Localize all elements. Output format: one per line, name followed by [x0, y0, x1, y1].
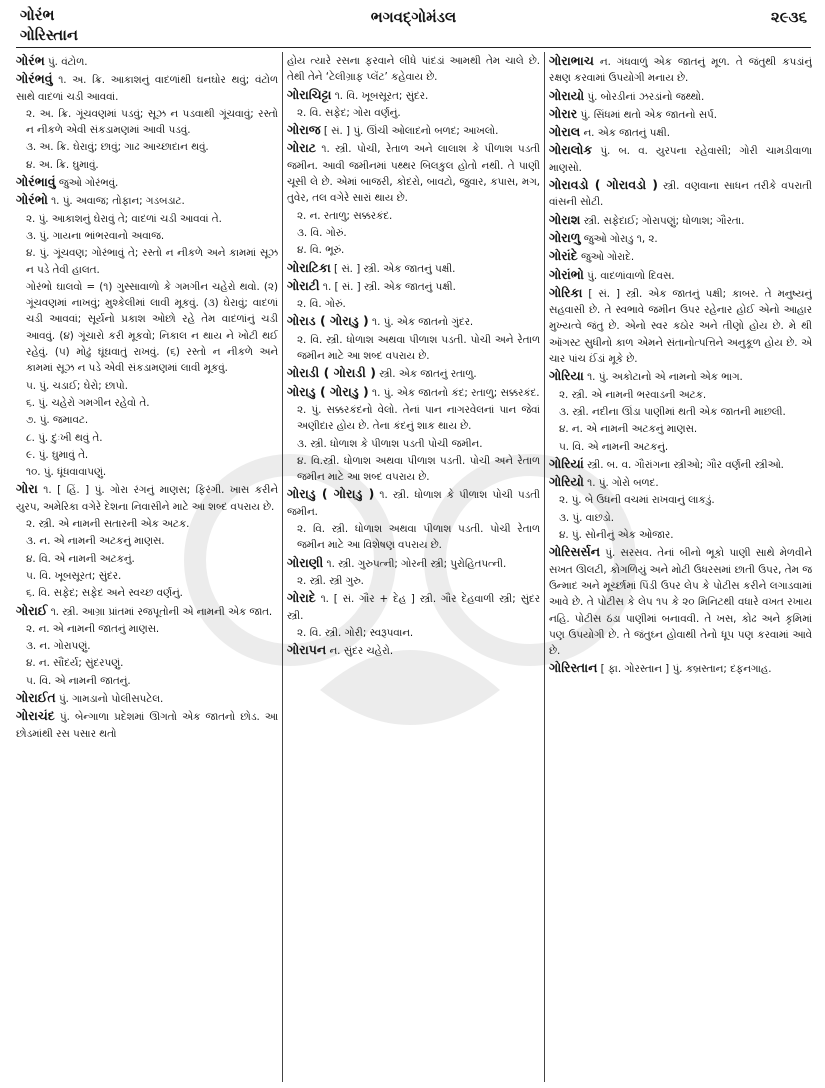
entry-definition: ૬. વિ. સફેદ; સફેદ અને સ્વચ્છ વર્ણનું. — [26, 587, 183, 600]
entry-definition: ૪. પું. ગૂંચવણ; ગોરંભાવું તે; રસ્તો ન નીકળે અને કામમાં સૂઝ ન પડે તેવી હાલત. — [26, 247, 278, 276]
dictionary-entry — [16, 568, 278, 584]
entry-headword: ગોરાવડો ( ગોરાવડો ) — [549, 177, 658, 193]
dictionary-entry — [16, 655, 278, 671]
dictionary-entry — [549, 53, 812, 87]
entry-definition: પું. સિંધમાં થતો એક જાતનો સર્પ. — [577, 108, 718, 121]
entry-definition: જુઓ ગોરંભવું. — [55, 177, 119, 190]
column-divider — [282, 52, 283, 1082]
entry-definition: ૨. સ્ત્રી. એ નામની ભરવાડની અટક. — [559, 388, 707, 401]
entry-headword: ગોરાડુ ( ગોરાડુ ) — [287, 383, 369, 399]
dictionary-entry — [549, 368, 812, 385]
dictionary-entry — [16, 174, 278, 191]
dictionary-entry — [549, 124, 812, 141]
entry-definition: [ સં. ] પું. ઊંચી ઓલાદનો બળદ; આખલો. — [320, 125, 499, 138]
entry-definition: ૨. વિ. સ્ત્રી. ગોરી; સ્વરૂપવાન. — [297, 626, 414, 639]
entry-headword: ગોરાલ — [549, 124, 581, 140]
entry-definition: પું. વાદળાંવાળો દિવસ. — [583, 269, 675, 282]
entry-headword: ગોરંભ — [16, 53, 45, 68]
dictionary-entry — [16, 481, 278, 515]
dictionary-entry — [287, 590, 540, 624]
entry-definition: ૩. અ. ક્રિ. ઘેરાવું; છાવું; ગાઢ આચ્છાદાન થવું. — [26, 141, 209, 154]
entry-definition: ગોરંભો ઘાલવો = (૧) ગુસ્સાવાળો કે ગમગીન ચહેરો થવો. (૨) ગૂંચવણમાં નાખવું; મુશ્કેલીમાં લાવી મૂકવું. (૩) ઘેરાવું; વાદળાં ચડી આવવાં; સૂર્યનો પ્રકાશ ઓછો રહે તેમ વાદળાંનું ચડી આવવું. (૪) ગૂંચારો કરી મૂકવો; નિકાલ ન થાય ને ખોટી થઈ રહેવું. (૫) મોઢું ઘૂંઘવાતું રાખવું. (૬) રસ્તો ન નીકળે અને કામમાં સૂઝ ન પડે એવી સંકડામણમાં લાવી મૂકવું. — [26, 280, 278, 375]
dictionary-entry — [16, 279, 278, 377]
dictionary-entry — [287, 486, 540, 520]
dictionary-entry — [16, 192, 278, 209]
entry-definition: પું. બોરડીનાં ઝરડાંનો જથ્થો. — [584, 90, 705, 103]
dictionary-entry — [287, 555, 540, 572]
entry-definition: ૫. વિ. એ નામની અટકનું. — [559, 440, 669, 453]
entry-definition: ૨. વિ. સ્ત્રી. ધોળાશ અથવા પીળાશ પડતી. પોચી અને રેતાળ જમીન માટે આ શબ્દ વપરાય છે. — [297, 333, 540, 363]
dictionary-entry — [287, 122, 540, 139]
dictionary-entry — [549, 492, 812, 508]
entry-headword: ગોરાઈ — [16, 602, 48, 618]
dictionary-entry — [16, 533, 278, 549]
entry-headword: ગોરંભો — [16, 192, 48, 208]
dictionary-entry — [287, 521, 540, 554]
dictionary-entry — [16, 395, 278, 411]
dictionary-title: ભગવદ્ગોમંડલ — [370, 8, 457, 26]
entry-headword: ગોરાટ — [287, 140, 317, 156]
entry-headword: ગોરાંભો — [549, 266, 584, 282]
dictionary-entry — [16, 430, 278, 446]
entry-headword: ગોરિકા — [549, 284, 583, 300]
entry-headword: ગોરંભાવું — [16, 174, 56, 190]
entry-definition: ૧૦. પું. ધૂંધવાવાપણું. — [26, 466, 107, 479]
left-guide-word: ગોરંભ — [20, 6, 55, 24]
entry-definition: ૧. પું. અવાજ; તોફાન; ગડબડાટ. — [47, 195, 185, 208]
column-3 — [549, 53, 812, 1082]
dictionary-entry — [16, 157, 278, 173]
entry-definition: ૪. પું. સોનીનું એક ઓજાર. — [559, 529, 674, 542]
entry-definition: સ્ત્રી. સફેદાઈ; ગોરાપણું; ધોળાશ; ગૌરતા. — [580, 214, 745, 227]
entry-headword: ગોરાશ — [549, 211, 581, 227]
dictionary-entry — [287, 332, 540, 365]
entry-definition: હોય ત્યારે રસના ફરવાને લીધે પાંદડાં આમથી તેમ ચાલે છે. તેથી તેને ‘ટેલીગ્રાફ પ્લૅંટ’ કહેવાય છે. — [287, 55, 540, 84]
left-guide-word-2: ગોરિસ્તાન — [20, 26, 79, 44]
dictionary-entry — [287, 260, 540, 277]
entry-headword: ગોરાજ — [287, 122, 321, 138]
dictionary-entry — [287, 87, 540, 104]
entry-definition: [ ફા. ગોરસ્તાન ] પું. કબ્રસ્તાન; દફનગાહ. — [597, 663, 772, 676]
entry-definition: ૯. પું. ઘુમાવું તે. — [26, 448, 89, 461]
entry-headword: ગોરાર — [549, 105, 578, 121]
entry-definition: [ સં. ] સ્ત્રી. એક જાતનું પક્ષી. — [330, 262, 456, 275]
entry-definition: ન. ગંધવાળું એક જાતનું મૂળ. તે જંતુથી કપડાંનું રક્ષણ કરવામાં ઉપયોગી મનાય છે. — [549, 56, 812, 85]
entry-definition: ન. એક જાતનું પક્ષી. — [580, 127, 671, 140]
dictionary-entry — [287, 625, 540, 641]
dictionary-entry — [16, 71, 278, 105]
dictionary-entry — [287, 208, 540, 224]
entry-headword: ગોરિયાં — [549, 455, 584, 471]
entry-definition: પું. સરસવ. તેનાં બીનો ભૂકો પાણી સાથે મેળવીને સખત ઊલટી, કોગળિયું અને મોટી ઉધરસમાં છાતી ઉપર, તેમ જ ઉન્માદ અને મૂર્ચ્છામાં પિંડી ઉપર લેપ કે પોટીસ કરીને લગાડવામાં આવે છે. તે પોટીસ કે લેપ ૧૫ કે ૨૦ મિનિટથી વધારે વખત રખાય નહિ. પોટીસ ઠંડા પાણીમાં બનાવવી. તે ખસ, કોઢ અને કૃમિમાં પણ ઉપયોગી છે. તે જંતુઘ્ન હોવાથી તેનો ધૂપ પણ કરવામાં આવે છે. — [549, 547, 812, 658]
entry-definition: ૪. ન. સૌંદર્ય; સુંદરપણું. — [26, 657, 124, 670]
entry-definition: ન. સુંદર ચહેરો. — [326, 645, 394, 658]
entry-definition: ૩. વિ. ગોરું. — [297, 226, 347, 239]
dictionary-entry — [16, 228, 278, 244]
dictionary-entry — [549, 474, 812, 491]
dictionary-entry — [549, 230, 812, 247]
dictionary-entry — [16, 211, 278, 227]
entry-headword: ગોરાઈત — [16, 689, 56, 705]
dictionary-entry — [287, 140, 540, 206]
entry-definition: ૧. પું. અકોટાનો એ નામનો એક ભાગ. — [583, 371, 743, 384]
entry-definition: ૨. પું. બે ઉધની વચમાં રાખવાનું લાકડું. — [559, 494, 715, 507]
entry-definition: ૨. વિ. સ્ત્રી. ધોળાશ અથવા પીળાશ પડતી. પોચી રેતાળ જમીન માટે આ વિશેષણ વપરાય છે. — [297, 523, 540, 552]
dictionary-entry — [287, 384, 540, 401]
entry-definition: ૨. સ્ત્રી. એ નામની સતારની એક અટક. — [26, 518, 190, 531]
dictionary-entry — [16, 412, 278, 428]
entry-definition: ૪. અ. ક્રિ. ઘુમાવું. — [26, 158, 99, 171]
entry-headword: ગોરાટિકા — [287, 259, 331, 275]
entry-definition: ૨. સ્ત્રી. સ્ત્રી ગુરુ. — [297, 574, 364, 587]
dictionary-entry — [287, 296, 540, 312]
dictionary-entry — [549, 456, 812, 473]
dictionary-entry — [16, 551, 278, 567]
dictionary-entry — [16, 673, 278, 689]
page-number: ૨૯૩૬ — [770, 8, 807, 26]
entry-headword: ગોરાદે — [287, 590, 316, 606]
entry-definition: ૧. પું. ગોરો બળદ. — [583, 477, 659, 490]
entry-definition: ૭. પું. જમાવટ. — [26, 414, 89, 427]
entry-definition: ૫. વિ. એ નામની જાતનું. — [26, 674, 131, 687]
dictionary-entry — [549, 267, 812, 284]
dictionary-entry — [16, 516, 278, 532]
entry-definition: ૫. વિ. ખૂબસૂરત; સુંદર. — [26, 569, 122, 582]
dictionary-entry — [549, 421, 812, 437]
dictionary-entry — [16, 53, 278, 70]
entry-definition: ૧. [ હિં. ] પું. ગોરા રંગનું માણસ; ફિરંગી. ખાસ કરીને યુરપ, અમેરિકા વગેરે દેશના નિવાસીને માટે આ શબ્દ વપરાય છે. — [16, 484, 278, 513]
dictionary-entry — [549, 285, 812, 367]
dictionary-entry — [16, 245, 278, 278]
entry-definition: ૩. પું. વાછડો. — [559, 511, 615, 524]
entry-definition: ૨. પું. આકાશનું ઘેરાવું તે; વાદળાં ચડી આવવાં તે. — [26, 212, 222, 225]
dictionary-entry — [549, 387, 812, 403]
entry-definition: ૨. વિ. સફેદ; ગોરા વર્ણનું. — [297, 106, 401, 119]
entry-definition: ૮. પું. દુઃખી થવું તે. — [26, 431, 103, 444]
entry-definition: ૧. [ સં. ગૌર + દેહ ] સ્ત્રી. ગૌર દેહવાળી સ્ત્રી; સુંદર સ્ત્રી. — [287, 593, 540, 622]
dictionary-entry — [287, 365, 540, 382]
entry-headword: ગોરાલોક — [549, 142, 593, 158]
dictionary-entry — [287, 453, 540, 486]
dictionary-entry — [549, 404, 812, 420]
entry-definition: જુઓ ગોરાદે. — [577, 251, 635, 264]
entry-headword: ગોરિસ્તાન — [549, 660, 598, 676]
entry-definition: ૪. ન. એ નામની અટકનું માણસ. — [559, 423, 698, 436]
dictionary-entry — [287, 402, 540, 435]
dictionary-entry — [549, 660, 812, 677]
dictionary-entry — [287, 642, 540, 659]
dictionary-entry — [16, 447, 278, 463]
header-rule — [16, 47, 811, 48]
entry-headword: ગોરાંદે — [549, 248, 578, 264]
dictionary-entry — [287, 53, 540, 86]
dictionary-entry — [16, 585, 278, 601]
entry-headword: ગોરાળુ — [549, 229, 581, 245]
entry-definition: જુઓ ગોરાડુ ૧, ૨. — [580, 232, 658, 245]
entry-definition: ૩. ન. ગોરાપણું. — [26, 640, 91, 653]
dictionary-entry — [287, 313, 540, 330]
dictionary-entry — [16, 603, 278, 620]
entry-definition: સ્ત્રી. વણવાના સાધન તરીકે વપરાતી વાંસની સોટી. — [549, 180, 812, 209]
entry-headword: ગોરાડી ( ગોરાડી ) — [287, 365, 376, 381]
dictionary-entry — [549, 248, 812, 265]
entry-definition: પું. ગામડાનો પોલીસપટેલ. — [55, 692, 164, 705]
entry-headword: ગોરા — [16, 481, 38, 497]
dictionary-entry — [549, 527, 812, 543]
entry-definition: ૩. સ્ત્રી. નદીના ઊંડા પાણીમાં થતી એક જાતની માછલી. — [559, 405, 786, 418]
entry-definition: ૧. અ. ક્રિ. આકાશનું વાદળાંથી ઘનઘોર થવું; વંટોળ સાથે વાદળાં ચડી આવવાં. — [16, 74, 278, 103]
entry-definition: ૨. પું. સક્કરકંદનો વેલો. તેનાં પાન નાગરવેલનાં પાન જેવાં અણીદાર હોય છે. તેના કંદનું શાક થાય છે. — [297, 403, 540, 433]
page-header — [20, 4, 807, 46]
entry-definition: ૪. વિ.સ્ત્રી. ધોળાશ અથવા પીળાશ પડતી. પોચી અને રેતાળ જમીન માટે આ શબ્દ વપરાય છે. — [297, 454, 540, 484]
entry-headword: ગોરાભાચ — [549, 53, 594, 68]
entry-definition: ૧. સ્ત્રી. ધોળાશ કે પીળાશ પોચી પડતી જમીન. — [287, 489, 540, 518]
dictionary-entry — [549, 439, 812, 455]
dictionary-entry — [16, 106, 278, 139]
dictionary-entry — [549, 88, 812, 105]
entry-definition: ૪. વિ. ભૂરું. — [297, 244, 345, 257]
entry-definition: ૧. [ સં. ] સ્ત્રી. એક જાતનું પક્ષી. — [319, 280, 456, 293]
column-divider — [544, 52, 545, 1082]
entry-definition: [ સં. ] સ્ત્રી. એક જાતનું પક્ષી; કાબર. તે મનુષ્યનું સહવાસી છે. તે સ્વભાવે જમીન ઉપર રહેનાર હોઈ એનો આહાર મુખ્યત્વે જંતુ છે. એનો સ્વર કઠોર અને તીણો હોય છે. મે થી ઑગસ્ટ સુધીનો કાળ એમને સંતાનોત્પત્તિને અનુકૂળ હોય છે. એ ચાર પાંચ ઈંડાં મૂકે છે. — [549, 287, 812, 366]
entry-definition: પું. બ. વ. યુરપના રહેવાસી; ગોરી ચામડીવાળા માણસો. — [549, 145, 812, 174]
entry-definition: ૪. વિ. એ નામની અટકનું. — [26, 552, 135, 565]
entry-headword: ગોરાણી — [287, 554, 324, 570]
dictionary-entry — [549, 212, 812, 229]
column-1 — [16, 53, 278, 1082]
dictionary-entry — [16, 638, 278, 654]
entry-headword: ગોરાટી — [287, 277, 320, 293]
entry-headword: ગોરાપન — [287, 642, 327, 658]
entry-definition: ૨. ન. એ નામની જાતનું માણસ. — [26, 622, 160, 635]
dictionary-entry — [287, 436, 540, 452]
entry-definition: સ્ત્રી. એક જાતનું રતાળુ. — [375, 368, 477, 381]
entry-headword: ગોરિયો — [549, 474, 584, 490]
dictionary-entry — [287, 225, 540, 241]
entry-definition: ૩. ન. એ નામની અટકનું માણસ. — [26, 535, 165, 548]
entry-definition: ૧. વિ. ખૂબસૂરત; સુંદર. — [331, 89, 429, 102]
entry-definition: પું. વંટોળ. — [44, 56, 88, 68]
entry-definition: ૩. પું. ગાયના ભાંભરવાનો અવાજ. — [26, 229, 165, 242]
entry-headword: ગોરાડુ ( ગોરાડુ ) — [287, 486, 375, 502]
dictionary-entry — [549, 142, 812, 176]
entry-definition: ૩. સ્ત્રી. ધોળાશ કે પીળાશ પડતી પોચી જમીન. — [297, 437, 483, 450]
dictionary-entry — [549, 544, 812, 659]
dictionary-entry — [287, 278, 540, 295]
entry-definition: ૧. સ્ત્રી. પોચી, રેતાળ અને લાલાશ કે પીળાશ પડતી જમીન. આવી જમીનમાં પથ્થર બિલકુલ હોતો નથી. તે પાણી ચૂસી લે છે. એમાં બાજરી, કોદરો, બાવટો, જુવાર, કપાસ, મગ, તુવેર, તલ વગેરે સારાં થાય છે. — [287, 143, 540, 205]
dictionary-entry — [549, 106, 812, 123]
dictionary-entry — [287, 573, 540, 589]
dictionary-entry — [287, 105, 540, 121]
dictionary-entry — [16, 464, 278, 480]
entry-headword: ગોરિયા — [549, 368, 584, 384]
dictionary-entry — [549, 510, 812, 526]
entry-definition: ૧. પું. એક જાતનો કંદ; રતાળુ; સક્કરકંદ. — [368, 386, 540, 399]
entry-headword: ગોરાયો — [549, 87, 585, 103]
entry-definition: ૨. વિ. ગોરું. — [297, 298, 346, 311]
entry-definition: ૫. પું. ચડાઈ; ઘેરો; છાપો. — [26, 379, 129, 392]
dictionary-entry — [16, 690, 278, 707]
entry-headword: ગોરાચંદ — [16, 708, 55, 724]
entry-headword: ગોરાચિટ્ટા — [287, 86, 332, 102]
dictionary-entry — [16, 621, 278, 637]
dictionary-entry — [287, 242, 540, 258]
dictionary-entry — [549, 177, 812, 211]
entry-definition: ૨. ન. રતાળુ; સક્કરકંદ. — [297, 209, 393, 222]
entry-headword: ગોરિસર્સન — [549, 544, 601, 560]
entry-headword: ગોરાડ ( ગોરાડુ ) — [287, 313, 369, 329]
entry-definition: ૬. પું. ચહેરો ગમગીન રહેવો તે. — [26, 396, 150, 409]
column-2 — [287, 53, 540, 1082]
dictionary-entry — [16, 708, 278, 742]
entry-headword: ગોરંભવું — [16, 71, 53, 87]
entry-definition: પું. બેન્ગાળા પ્રદેશમાં ઊગતો એક જાતનો છોડ. આ છોડમાંથી રસ પસાર થતો — [16, 711, 278, 740]
entry-definition: ૧. પું. એક જાતનો ગુંદર. — [368, 316, 474, 329]
entry-definition: ૧. સ્ત્રી. આગ્રા પ્રાંતમાં રજપૂતોની એ નામની એક જાત. — [47, 605, 273, 618]
dictionary-entry — [16, 378, 278, 394]
entry-definition: ૨. અ. ક્રિ. ગૂંચવણમાં પડવું; સૂઝ ન પડવાથી ગૂંચવાવું; રસ્તો ન નીકળે એવી સંકડામણમાં આવી પડવું. — [26, 107, 278, 137]
entry-definition: ૧. સ્ત્રી. ગુરુપત્ની; ગોરની સ્ત્રી; પુરોહિતપત્ની. — [323, 557, 507, 570]
dictionary-entry — [16, 139, 278, 155]
entry-definition: સ્ત્રી. બ. વ. ગૌરાંગના સ્ત્રીઓ; ગૌર વર્ણની સ્ત્રીઓ. — [583, 458, 784, 471]
